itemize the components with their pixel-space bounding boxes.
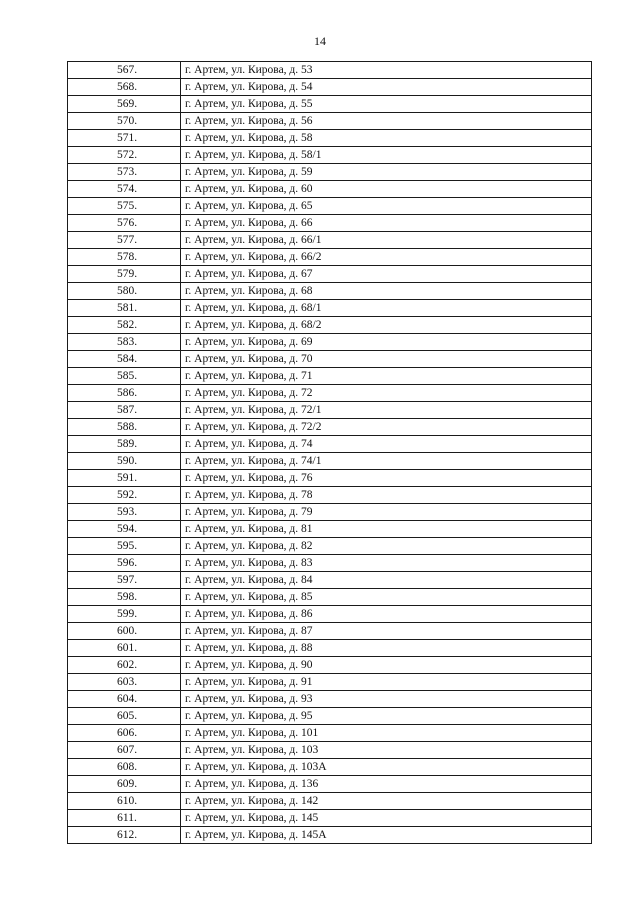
row-number: 595. xyxy=(68,538,181,555)
table-row xyxy=(68,504,592,521)
table-row xyxy=(68,487,592,504)
table-row xyxy=(68,776,592,793)
table-row xyxy=(68,198,592,215)
row-number: 576. xyxy=(68,215,181,232)
row-address: г. Артем, ул. Кирова, д. 95 xyxy=(181,708,592,725)
row-number: 588. xyxy=(68,419,181,436)
table-row xyxy=(68,147,592,164)
row-number: 600. xyxy=(68,623,181,640)
row-number: 568. xyxy=(68,79,181,96)
table-row xyxy=(68,249,592,266)
row-number: 583. xyxy=(68,334,181,351)
table-row xyxy=(68,113,592,130)
row-number: 577. xyxy=(68,232,181,249)
table-row xyxy=(68,368,592,385)
row-number: 574. xyxy=(68,181,181,198)
row-address: г. Артем, ул. Кирова, д. 67 xyxy=(181,266,592,283)
row-number: 597. xyxy=(68,572,181,589)
row-address: г. Артем, ул. Кирова, д. 68/1 xyxy=(181,300,592,317)
table-row xyxy=(68,232,592,249)
table-row xyxy=(68,470,592,487)
row-address: г. Артем, ул. Кирова, д. 145 xyxy=(181,810,592,827)
row-number: 603. xyxy=(68,674,181,691)
address-table xyxy=(67,61,592,844)
row-number: 567. xyxy=(68,62,181,79)
row-number: 571. xyxy=(68,130,181,147)
table-row xyxy=(68,708,592,725)
table-row xyxy=(68,385,592,402)
table-row xyxy=(68,623,592,640)
row-address: г. Артем, ул. Кирова, д. 136 xyxy=(181,776,592,793)
row-address: г. Артем, ул. Кирова, д. 79 xyxy=(181,504,592,521)
table-row xyxy=(68,317,592,334)
row-address: г. Артем, ул. Кирова, д. 101 xyxy=(181,725,592,742)
table-row xyxy=(68,453,592,470)
table-row xyxy=(68,810,592,827)
table-row xyxy=(68,402,592,419)
table-row xyxy=(68,793,592,810)
row-number: 609. xyxy=(68,776,181,793)
table-row xyxy=(68,827,592,844)
row-number: 578. xyxy=(68,249,181,266)
row-number: 581. xyxy=(68,300,181,317)
row-address: г. Артем, ул. Кирова, д. 103А xyxy=(181,759,592,776)
table-row xyxy=(68,555,592,572)
page-number: 14 xyxy=(314,34,326,48)
row-address: г. Артем, ул. Кирова, д. 84 xyxy=(181,572,592,589)
table-row xyxy=(68,436,592,453)
row-number: 592. xyxy=(68,487,181,504)
row-address: г. Артем, ул. Кирова, д. 76 xyxy=(181,470,592,487)
row-address: г. Артем, ул. Кирова, д. 88 xyxy=(181,640,592,657)
table-row xyxy=(68,62,592,79)
row-address: г. Артем, ул. Кирова, д. 58/1 xyxy=(181,147,592,164)
table-row xyxy=(68,215,592,232)
table-row xyxy=(68,96,592,113)
row-address: г. Артем, ул. Кирова, д. 74 xyxy=(181,436,592,453)
table-row xyxy=(68,521,592,538)
row-address: г. Артем, ул. Кирова, д. 65 xyxy=(181,198,592,215)
row-address: г. Артем, ул. Кирова, д. 71 xyxy=(181,368,592,385)
table-row xyxy=(68,759,592,776)
row-number: 586. xyxy=(68,385,181,402)
row-number: 602. xyxy=(68,657,181,674)
row-number: 589. xyxy=(68,436,181,453)
row-number: 601. xyxy=(68,640,181,657)
row-address: г. Артем, ул. Кирова, д. 56 xyxy=(181,113,592,130)
row-number: 605. xyxy=(68,708,181,725)
row-address: г. Артем, ул. Кирова, д. 81 xyxy=(181,521,592,538)
row-number: 569. xyxy=(68,96,181,113)
row-address: г. Артем, ул. Кирова, д. 69 xyxy=(181,334,592,351)
row-number: 580. xyxy=(68,283,181,300)
row-address: г. Артем, ул. Кирова, д. 58 xyxy=(181,130,592,147)
row-number: 593. xyxy=(68,504,181,521)
address-table-body xyxy=(68,62,592,844)
table-row xyxy=(68,589,592,606)
table-row xyxy=(68,283,592,300)
row-number: 606. xyxy=(68,725,181,742)
table-row xyxy=(68,351,592,368)
table-row xyxy=(68,606,592,623)
row-address: г. Артем, ул. Кирова, д. 72/1 xyxy=(181,402,592,419)
row-number: 584. xyxy=(68,351,181,368)
table-row xyxy=(68,130,592,147)
row-address: г. Артем, ул. Кирова, д. 82 xyxy=(181,538,592,555)
row-address: г. Артем, ул. Кирова, д. 90 xyxy=(181,657,592,674)
row-number: 575. xyxy=(68,198,181,215)
row-number: 608. xyxy=(68,759,181,776)
row-address: г. Артем, ул. Кирова, д. 86 xyxy=(181,606,592,623)
row-number: 579. xyxy=(68,266,181,283)
row-number: 611. xyxy=(68,810,181,827)
table-row xyxy=(68,79,592,96)
table-row xyxy=(68,572,592,589)
row-address: г. Артем, ул. Кирова, д. 74/1 xyxy=(181,453,592,470)
table-row xyxy=(68,725,592,742)
row-number: 590. xyxy=(68,453,181,470)
table-row xyxy=(68,300,592,317)
row-address: г. Артем, ул. Кирова, д. 145А xyxy=(181,827,592,844)
table-row xyxy=(68,640,592,657)
table-row xyxy=(68,538,592,555)
row-number: 598. xyxy=(68,589,181,606)
row-address: г. Артем, ул. Кирова, д. 66 xyxy=(181,215,592,232)
row-address: г. Артем, ул. Кирова, д. 53 xyxy=(181,62,592,79)
row-number: 587. xyxy=(68,402,181,419)
row-number: 594. xyxy=(68,521,181,538)
row-address: г. Артем, ул. Кирова, д. 60 xyxy=(181,181,592,198)
row-number: 573. xyxy=(68,164,181,181)
row-address: г. Артем, ул. Кирова, д. 66/2 xyxy=(181,249,592,266)
table-row xyxy=(68,164,592,181)
row-address: г. Артем, ул. Кирова, д. 91 xyxy=(181,674,592,691)
row-address: г. Артем, ул. Кирова, д. 54 xyxy=(181,79,592,96)
row-address: г. Артем, ул. Кирова, д. 55 xyxy=(181,96,592,113)
row-number: 572. xyxy=(68,147,181,164)
row-address: г. Артем, ул. Кирова, д. 85 xyxy=(181,589,592,606)
row-number: 612. xyxy=(68,827,181,844)
row-address: г. Артем, ул. Кирова, д. 59 xyxy=(181,164,592,181)
row-address: г. Артем, ул. Кирова, д. 93 xyxy=(181,691,592,708)
table-row xyxy=(68,181,592,198)
row-number: 604. xyxy=(68,691,181,708)
row-address: г. Артем, ул. Кирова, д. 72/2 xyxy=(181,419,592,436)
row-number: 591. xyxy=(68,470,181,487)
table-row xyxy=(68,657,592,674)
row-address: г. Артем, ул. Кирова, д. 68/2 xyxy=(181,317,592,334)
table-row xyxy=(68,742,592,759)
row-address: г. Артем, ул. Кирова, д. 87 xyxy=(181,623,592,640)
row-number: 585. xyxy=(68,368,181,385)
table-row xyxy=(68,419,592,436)
row-number: 570. xyxy=(68,113,181,130)
row-address: г. Артем, ул. Кирова, д. 103 xyxy=(181,742,592,759)
table-row xyxy=(68,674,592,691)
row-address: г. Артем, ул. Кирова, д. 66/1 xyxy=(181,232,592,249)
table-row xyxy=(68,266,592,283)
table-row xyxy=(68,691,592,708)
row-number: 596. xyxy=(68,555,181,572)
row-address: г. Артем, ул. Кирова, д. 70 xyxy=(181,351,592,368)
table-row xyxy=(68,334,592,351)
row-number: 582. xyxy=(68,317,181,334)
row-address: г. Артем, ул. Кирова, д. 72 xyxy=(181,385,592,402)
row-address: г. Артем, ул. Кирова, д. 83 xyxy=(181,555,592,572)
row-address: г. Артем, ул. Кирова, д. 68 xyxy=(181,283,592,300)
row-number: 607. xyxy=(68,742,181,759)
row-number: 610. xyxy=(68,793,181,810)
row-address: г. Артем, ул. Кирова, д. 78 xyxy=(181,487,592,504)
row-address: г. Артем, ул. Кирова, д. 142 xyxy=(181,793,592,810)
row-number: 599. xyxy=(68,606,181,623)
